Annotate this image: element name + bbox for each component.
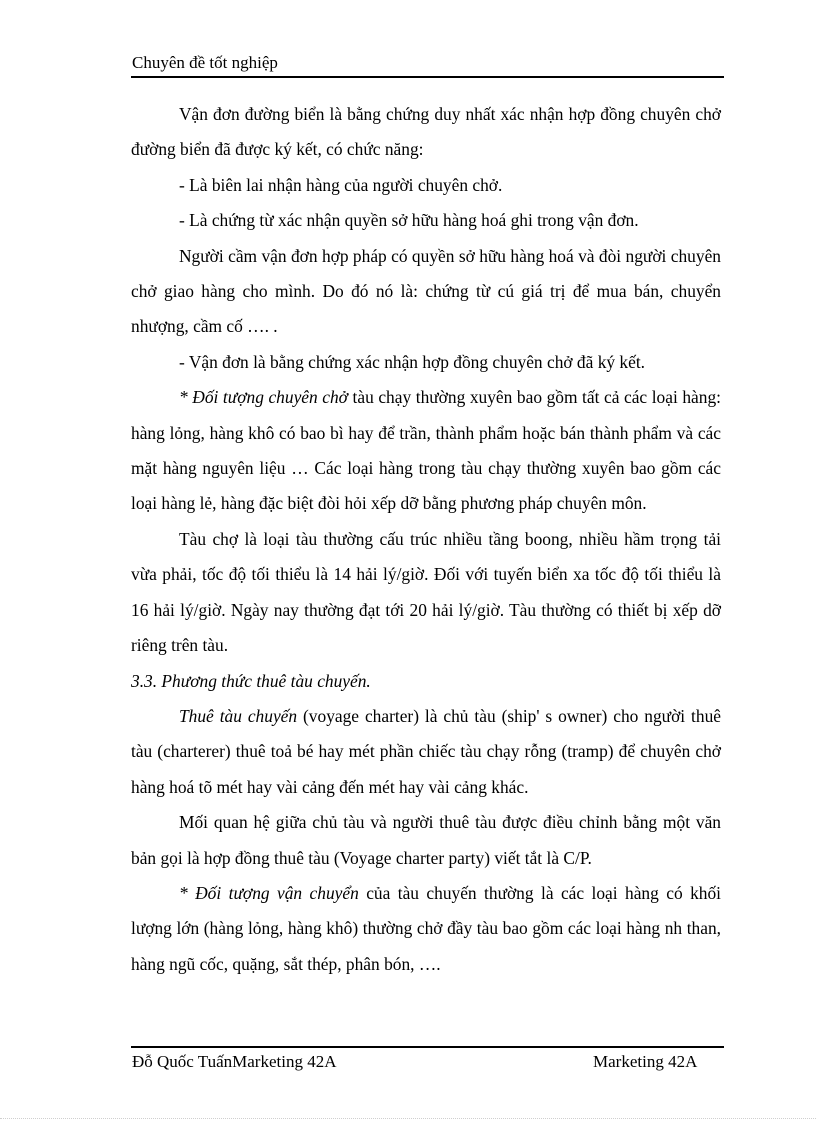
- footer-divider: [131, 1046, 724, 1048]
- paragraph-1: Vận đơn đường biển là bằng chứng duy nhất xác nhận hợp đồng chuyên chở đường biển đã được ký kết, có chức năng:: [131, 104, 721, 160]
- paragraph-8: [131, 699, 721, 805]
- paragraph-2: - Là biên lai nhận hàng của người chuyên chở.: [179, 174, 503, 195]
- page-header-title: Chuyên đề tốt nghiệp: [132, 53, 278, 72]
- page-bottom-border: [0, 1118, 816, 1119]
- italic-term-transport-object: * Đối tượng vận chuyển: [179, 882, 359, 903]
- document-body: [131, 97, 721, 982]
- paragraph-9: Mối quan hệ giữa chủ tàu và người thuê tàu được điều chỉnh bằng một văn bản gọi là hợp đồng thuê tàu (Voyage charter party) viết tắt là C/P.: [131, 812, 721, 868]
- footer-class: Marketing 42A: [593, 1052, 698, 1071]
- italic-term-cargo: * Đối tượng chuyên chở: [179, 387, 348, 408]
- footer-author: Đỗ Quốc TuấnMarketing 42A: [132, 1052, 337, 1071]
- header-divider: [131, 76, 724, 78]
- paragraph-10: [131, 876, 721, 982]
- paragraph-6: [131, 380, 721, 522]
- paragraph-4: Người cầm vận đơn hợp pháp có quyền sở hữu hàng hoá và đòi người chuyên chở giao hàng cho mình. Do đó nó là: chứng từ cú giá trị để mua bán, chuyển nhượng, cầm cố …. .: [131, 245, 721, 337]
- paragraph-3: - Là chứng từ xác nhận quyền sở hữu hàng hoá ghi trong vận đơn.: [179, 210, 639, 231]
- paragraph-7: Tàu chợ là loại tàu thường cấu trúc nhiều tầng boong, nhiều hầm trọng tải vừa phải, tốc độ tối thiểu là 14 hải lý/giờ. Đối với tuyến biển xa tốc độ tối thiểu là 16 hải lý/giờ. Ngày nay thường đạt tới 20 hải lý/giờ. Tàu thường có thiết bị xếp dỡ riêng trên tàu.: [131, 528, 721, 656]
- italic-term-voyage-charter: Thuê tàu chuyến: [179, 705, 298, 726]
- paragraph-8-text: (voyage charter) là chủ tàu (ship' s owner) cho người thuê tàu (charterer) thuê toả bé hay mét phần chiếc tàu chạy rỗng (tramp) để chuyên chở hàng hoá tõ mét hay vài cảng đến mét hay vài cảng khác.: [131, 705, 721, 797]
- paragraph-6-text: tàu chạy thường xuyên bao gồm tất cả các loại hàng: hàng lỏng, hàng khô có bao bì hay để trần, thành phẩm hoặc bán thành phẩm và các mặt hàng nguyên liệu … Các loại hàng trong tàu chạy thường xuyên bao gồm các loại hàng lẻ, hàng đặc biệt đòi hỏi xếp dỡ bằng phương pháp chuyên môn.: [131, 387, 721, 514]
- section-heading: 3.3. Phương thức thuê tàu chuyến.: [131, 670, 371, 691]
- paragraph-5: - Vận đơn là bằng chứng xác nhận hợp đồng chuyên chở đã ký kết.: [179, 351, 646, 372]
- paragraph-10-text: của tàu chuyến thường là các loại hàng có khối lượng lớn (hàng lỏng, hàng khô) thường chở đầy tàu bao gồm các loại hàng nh than, hàng ngũ cốc, quặng, sắt thép, phân bón, ….: [131, 882, 721, 974]
